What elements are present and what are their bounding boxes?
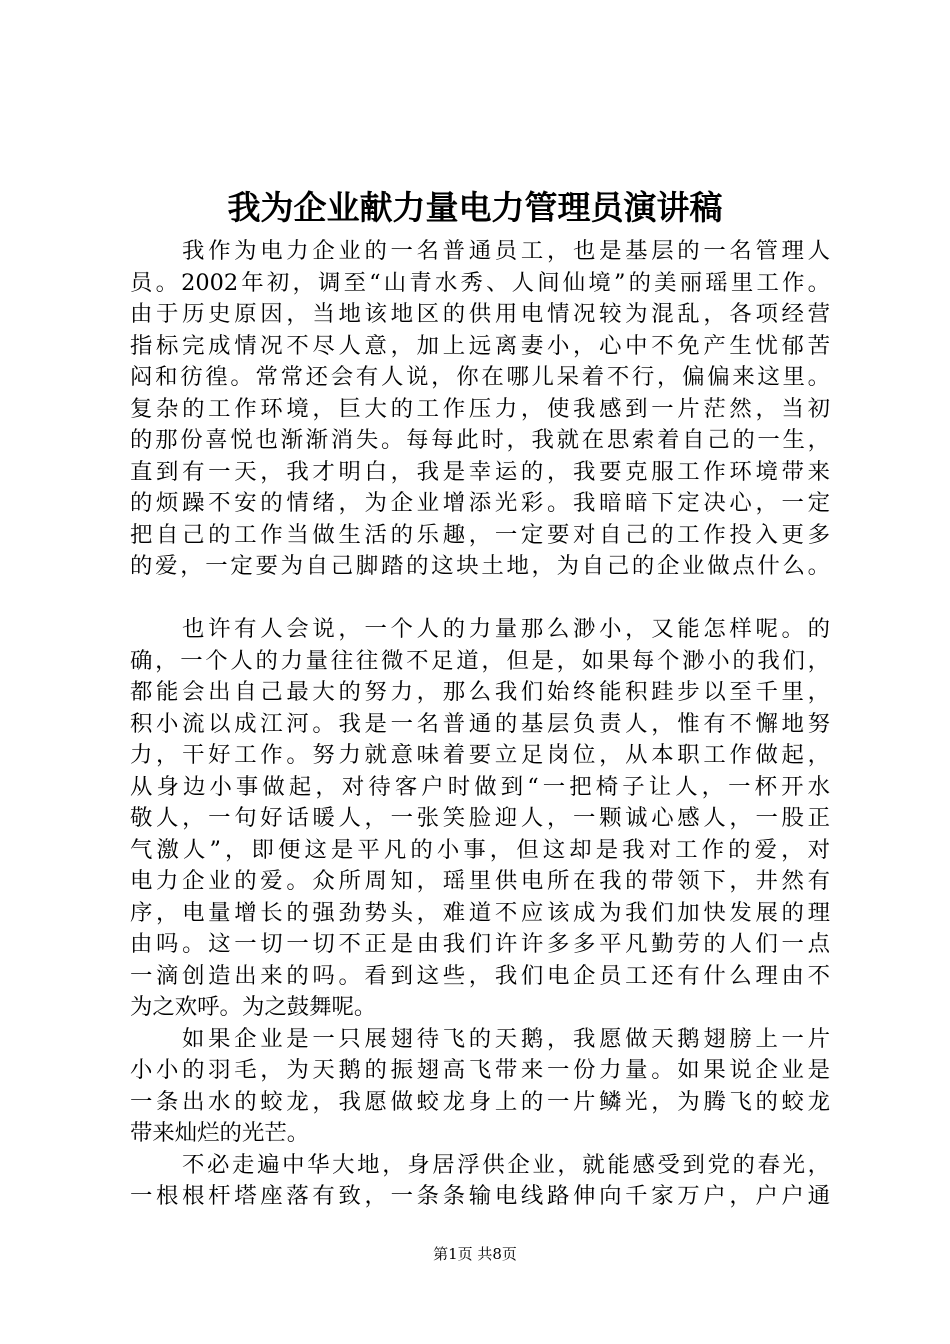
text-line: 序，电量增长的强劲势头，难道不应该成为我们加快发展的理 (130, 899, 830, 926)
paragraph-spacer (130, 583, 830, 615)
text-line: 指标完成情况不尽人意，加上远离妻小，心中不免产生忧郁苦 (130, 332, 830, 359)
document-body (130, 236, 830, 1213)
text-line: 的那份喜悦也渐渐消失。每每此时，我就在思索着自己的一生， (130, 427, 830, 453)
text-line: 气激人”，即便这是平凡的小事，但这却是我对工作的爱，对 (130, 836, 830, 863)
text-line: 一根根杆塔座落有致，一条条输电线路伸向千家万户，户户通 (130, 1183, 830, 1209)
document-title: 我为企业献力量电力管理员演讲稿 (227, 188, 723, 227)
text-line: 闷和彷徨。常常还会有人说，你在哪儿呆着不行，偏偏来这里。 (130, 364, 830, 390)
paragraph-3 (130, 1024, 830, 1150)
paragraph-2 (130, 614, 830, 1024)
text-line: 敬人，一句好话暖人，一张笑脸迎人，一颗诚心感人，一股正 (130, 805, 830, 831)
text-line: 为之欢呼。为之鼓舞呢。 (130, 994, 377, 1020)
text-line: 带来灿烂的光芒。 (130, 1120, 310, 1146)
text-line: 的爱，一定要为自己脚踏的这块土地，为自己的企业做点什么。 (130, 553, 830, 579)
paragraph-1 (130, 236, 830, 583)
text-line: 小小的羽毛，为天鹅的振翅高飞带来一份力量。如果说企业是 (130, 1057, 830, 1083)
text-line: 如果企业是一只展翅待飞的天鹅，我愿做天鹅翅膀上一片 (182, 1025, 830, 1052)
text-line: 由吗。这一切一切不正是由我们许许多多平凡勤劳的人们一点 (130, 931, 830, 957)
text-line: 我作为电力企业的一名普通员工，也是基层的一名管理人 (182, 238, 830, 264)
text-line: 把自己的工作当做生活的乐趣，一定要对自己的工作投入更多 (130, 521, 830, 548)
page-number-footer: 第1页 共8页 (433, 1245, 517, 1263)
text-line: 积小流以成江河。我是一名普通的基层负责人，惟有不懈地努 (130, 710, 830, 737)
text-line: 由于历史原因，当地该地区的供用电情况较为混乱，各项经营 (130, 301, 830, 327)
text-line: 不必走遍中华大地，身居浮供企业，就能感受到党的春光， (182, 1151, 830, 1178)
text-line: 直到有一天，我才明白，我是幸运的，我要克服工作环境带来 (130, 458, 830, 485)
text-line: 力，干好工作。努力就意味着要立足岗位，从本职工作做起， (130, 742, 830, 768)
text-line: 一滴创造出来的吗。看到这些，我们电企员工还有什么理由不 (130, 962, 830, 989)
text-line: 也许有人会说，一个人的力量那么渺小，又能怎样呢。的 (182, 616, 830, 642)
paragraph-4 (130, 1150, 830, 1213)
text-line: 确，一个人的力量往往微不足道，但是，如果每个渺小的我们， (130, 647, 830, 674)
text-line: 复杂的工作环境，巨大的工作压力，使我感到一片茫然，当初 (130, 395, 830, 422)
text-line: 一条出水的蛟龙，我愿做蛟龙身上的一片鳞光，为腾飞的蛟龙 (130, 1088, 830, 1115)
text-line: 的烦躁不安的情绪，为企业增添光彩。我暗暗下定决心，一定 (130, 490, 830, 516)
text-line: 从身边小事做起，对待客户时做到“一把椅子让人，一杯开水 (130, 773, 830, 800)
text-line: 电力企业的爱。众所周知，瑶里供电所在我的带领下，井然有 (130, 868, 830, 894)
text-line: 员。2002年初，调至“山青水秀、人间仙境”的美丽瑶里工作。 (130, 269, 830, 296)
text-line: 都能会出自己最大的努力，那么我们始终能积跬步以至千里， (130, 679, 830, 705)
